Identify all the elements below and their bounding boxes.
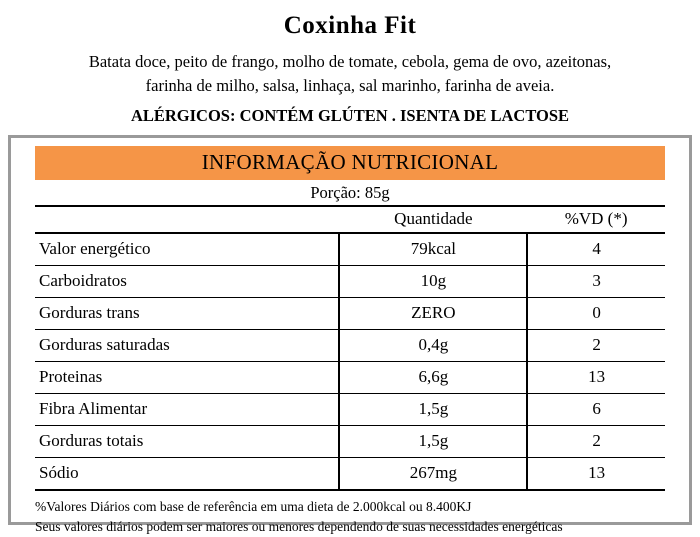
row-quantity: 1,5g [339,425,527,457]
row-vd: 6 [527,393,665,425]
row-nutrient-name: Fibra Alimentar [35,393,339,425]
row-vd: 3 [527,265,665,297]
nutrition-banner: INFORMAÇÃO NUTRICIONAL [35,146,665,180]
footnotes [35,497,665,537]
ingredients-text: Batata doce, peito de frango, molho de tomate, cebola, gema de ovo, azeitonas, farinha de milho, salsa, linhaça, sal marinho, farinha de aveia. [88,52,612,95]
table-row [35,393,665,425]
row-vd: 13 [527,361,665,393]
table-row [35,425,665,457]
row-vd: 0 [527,297,665,329]
footnote-line: Seus valores diários podem ser maiores ou menores dependendo de suas necessidades energéticas [35,519,563,535]
portion-text: Porção: 85g [35,180,665,207]
header-nutrient [35,207,339,233]
page-title: Coxinha Fit [283,12,417,39]
table-row [35,297,665,329]
row-quantity: ZERO [339,297,527,329]
row-quantity: 267mg [339,457,527,490]
table-row [35,457,665,490]
row-nutrient-name: Gorduras totais [35,425,339,457]
row-nutrient-name: Valor energético [35,233,339,266]
row-vd: 4 [527,233,665,266]
header-vd: %VD (*) [527,207,665,233]
row-quantity: 0,4g [339,329,527,361]
row-quantity: 10g [339,265,527,297]
table-row [35,329,665,361]
row-nutrient-name: Carboidratos [35,265,339,297]
row-nutrient-name: Proteinas [35,361,339,393]
table-header-row [35,207,665,233]
row-vd: 13 [527,457,665,490]
table-row [35,265,665,297]
row-quantity: 79kcal [339,233,527,266]
row-quantity: 1,5g [339,393,527,425]
table-row [35,233,665,266]
table-row [35,361,665,393]
row-quantity: 6,6g [339,361,527,393]
allergens-text: ALÉRGICOS: CONTÉM GLÚTEN . ISENTA DE LACTOSE [130,105,570,125]
footnote-line: %Valores Diários com base de referência em uma dieta de 2.000kcal ou 8.400KJ [35,498,472,514]
row-vd: 2 [527,425,665,457]
nutrition-facts-panel [8,135,692,535]
nutrition-table [35,207,665,491]
row-nutrient-name: Gorduras saturadas [35,329,339,361]
row-vd: 2 [527,329,665,361]
row-nutrient-name: Gorduras trans [35,297,339,329]
header-quantity: Quantidade [339,207,527,233]
row-nutrient-name: Sódio [35,457,339,490]
product-header [0,0,700,126]
